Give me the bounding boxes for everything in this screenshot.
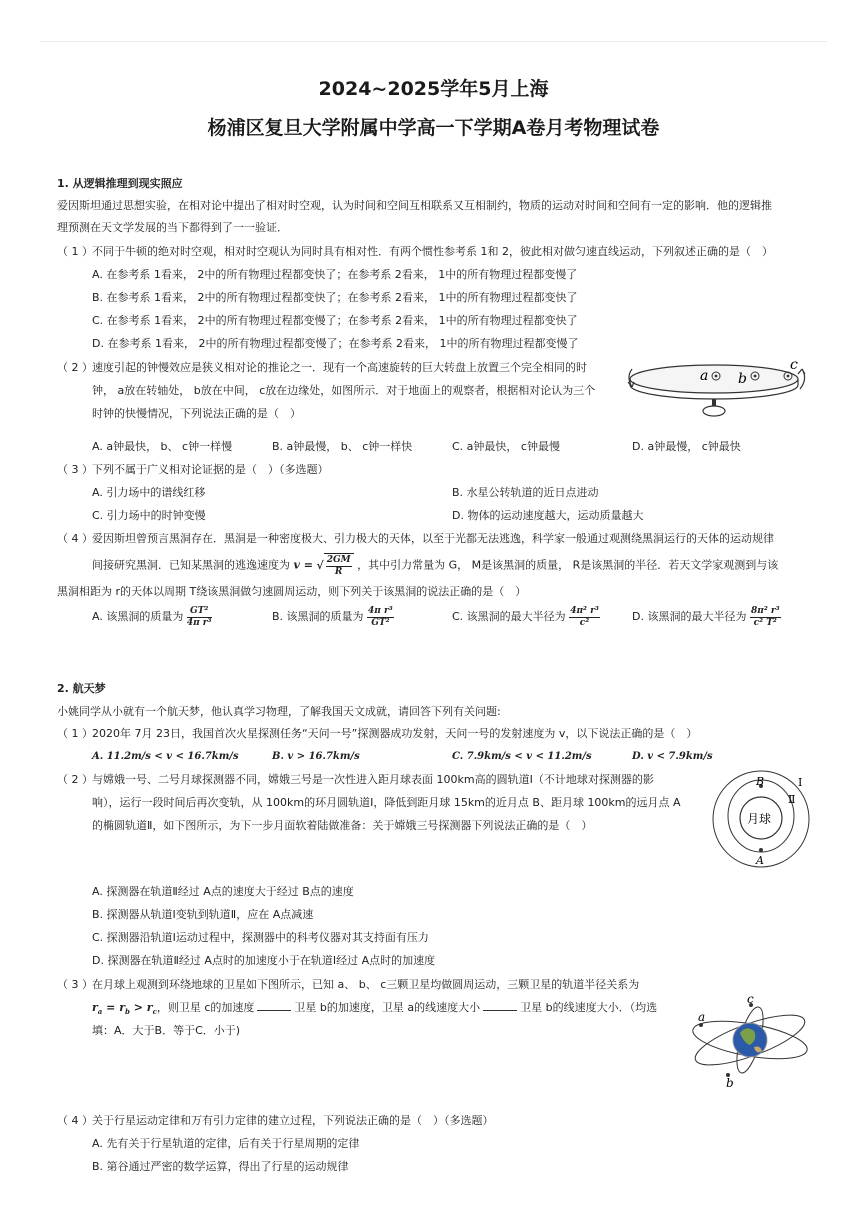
option-d-text: D. 该黑洞的最大半径为 — [632, 610, 747, 623]
top-rule — [40, 41, 827, 42]
title-line-2: 杨浦区复旦大学附属中学高一下学期A卷月考物理试卷 — [207, 117, 660, 139]
turntable-base — [703, 406, 725, 416]
s1-q4-line-2-text-b: ，其中引力常量为 G， M是该黑洞的质量， R是该黑洞的半径．若天文学家观测到与该 — [357, 558, 779, 572]
s2-q2-option-b: B. 探测器从轨道Ⅰ变轨到轨道Ⅱ，应在 A点减速 — [92, 908, 314, 921]
escape-velocity-formula: √ $\frac{2GM}{R}$ — [316, 553, 353, 578]
s1-q1-option-b: B. 在参考系 1看来， 2中的所有物理过程都变快了；在参考系 2看来， 1中的所有物理过程都变快了 — [92, 291, 578, 304]
s2-q2-option-c: C. 探测器沿轨道Ⅰ运动过程中，探测器中的科考仪器对其支持面有压力 — [92, 931, 429, 944]
satellite-a-label: a — [698, 1010, 706, 1024]
s1-q4-number: （ 4 ） — [57, 532, 93, 545]
orbit-ii-label: Ⅱ — [788, 793, 796, 806]
s2-q3-text-c: 卫星 b的加速度，卫星 a的线速度大小 — [294, 1001, 481, 1014]
s2-q3-number: （ 3 ） — [57, 978, 93, 991]
s1-q4-line-2-text-a: 间接研究黑洞．已知某黑洞的逃逸速度为 — [92, 558, 290, 572]
s2-q1-option-a: A. 11.2m/s < v < 16.7km/s — [92, 751, 239, 762]
s1-intro-line-2: 理预测在天文学发展的当下都得到了一一验证． — [57, 221, 288, 234]
s1-q2-number: （ 2 ） — [57, 361, 93, 374]
option-a-denominator: 4π r³ — [186, 617, 212, 628]
s2-q3-text-b: ，则卫星 c的加速度 — [156, 1001, 255, 1014]
section-1-heading: 1. 从逻辑推理到现实照应 — [57, 177, 183, 190]
s1-q4-option-a — [92, 604, 212, 630]
earth-satellites-figure — [688, 995, 818, 1090]
s2-intro: 小姚同学从小就有一个航天梦，他认真学习物理，了解我国天文成就，请回答下列有关问题: — [57, 705, 501, 718]
moon-orbit-figure — [710, 768, 820, 873]
satellite-b-label: b — [726, 1076, 734, 1090]
s1-q4-option-c — [452, 604, 600, 630]
s2-q2-line-2: 响），运行一段时间后再次变轨，从 100km的环月圆轨道Ⅰ，降低到距月球 15km的近月点 B、距月球 100km的远月点 A — [92, 796, 681, 809]
s2-q1-option-c: C. 7.9km/s < v < 11.2m/s — [452, 751, 592, 762]
s1-q1-option-c: C. 在参考系 1看来， 2中的所有物理过程都变慢了；在参考系 2看来， 1中的所有物理过程都变快了 — [92, 314, 578, 327]
s1-q3-option-c: C. 引力场中的时钟变慢 — [92, 509, 206, 522]
s2-q3-line-2 — [92, 1000, 657, 1019]
escape-velocity-lhs: v = — [293, 558, 313, 572]
s2-q2-line-3: 的椭圆轨道Ⅱ，如下图所示，为下一步月面软着陆做准备：关于嫦娥三号探测器下列说法正确的是（ ） — [92, 819, 593, 832]
s2-q4-number: （ 4 ） — [57, 1114, 93, 1127]
s2-q1-stem: 2020年 7月 23日，我国首次火星探测任务“天问一号”探测器成功发射，天问一号的发射速度为 v，以下说法正确的是（ ） — [92, 727, 698, 740]
s1-q4-option-d — [632, 604, 781, 630]
s1-q4-line-3: 黑洞相距为 r的天体以周期 T绕该黑洞做匀速圆周运动，则下列关于该黑洞的说法正确的是（ ） — [57, 585, 527, 598]
s1-q4-option-b — [272, 604, 394, 630]
s2-q3-line-3: 填：A．大于B．等于C．小于) — [92, 1024, 241, 1037]
s1-q2-option-c: C. a钟最快， c钟最慢 — [452, 440, 560, 453]
option-d-denominator: c² T² — [753, 617, 777, 628]
point-b-label: B — [756, 775, 765, 788]
s1-q1-option-a: A. 在参考系 1看来， 2中的所有物理过程都变快了；在参考系 2看来， 1中的所有物理过程都变慢了 — [92, 268, 578, 281]
s1-q3-option-a: A. 引力场中的谱线红移 — [92, 486, 206, 499]
s2-q2-line-1: 与嫦娥一号、二号月球探测器不同，嫦娥三号是一次性进入距月球表面 100km高的圆轨道Ⅰ（不计地球对探测器的影 — [92, 773, 654, 786]
s1-q2-option-a: A. a钟最快， b、 c钟一样慢 — [92, 440, 233, 453]
option-c-numerator: 4π² r³ — [570, 605, 599, 616]
answer-blank-1[interactable] — [257, 1000, 291, 1011]
label-c: c — [790, 357, 798, 373]
s1-q3-number: （ 3 ） — [57, 463, 93, 476]
answer-blank-2[interactable] — [483, 1000, 517, 1011]
point-a-label: A — [756, 854, 764, 867]
s2-q3-text-d: 卫星 b的线速度大小．（均选 — [520, 1001, 658, 1014]
option-d-numerator: 8π² r³ — [750, 605, 780, 616]
radius-relation: $r_a = r_b > r_c$ — [92, 1001, 157, 1017]
s2-q2-option-a: A. 探测器在轨道Ⅱ经过 A点的速度大于经过 B点的速度 — [92, 885, 354, 898]
s2-q3-line-1: 在月球上观测到环绕地球的卫星如下图所示，已知 a、 b、 c三颗卫星均做圆周运动，三颗卫星的轨道半径关系为 — [92, 978, 640, 991]
label-a: a — [700, 368, 709, 384]
s1-q3-option-d: D. 物体的运动速度越大，运动质量越大 — [452, 509, 644, 522]
s1-q1-stem: 不同于牛顿的绝对时空观，相对时空观认为同时具有相对性．有两个惯性参考系 1和 2，彼此相对做匀速直线运动，下列叙述正确的是（ ） — [92, 245, 773, 258]
title-line-1: 2024~2025学年5月上海 — [318, 78, 549, 100]
option-c-text: C. 该黑洞的最大半径为 — [452, 610, 566, 623]
option-b-denominator: GT² — [371, 617, 390, 628]
s2-q1-option-d: D. v < 7.9km/s — [632, 751, 713, 762]
satellite-c-label: c — [747, 995, 754, 1006]
option-b-numerator: 4π r³ — [368, 605, 393, 616]
s2-q1-number: （ 1 ） — [57, 727, 93, 740]
s1-intro-line-1: 爱因斯坦通过思想实验，在相对论中提出了相对时空观，认为时间和空间互相联系又互相制约，物质的运动对时间和空间有一定的影响．他的逻辑推 — [57, 199, 772, 212]
s1-q4-line-2 — [92, 553, 778, 578]
moon-label: 月球 — [747, 812, 772, 826]
s1-q2-option-d: D. a钟最慢， c钟最快 — [632, 440, 741, 453]
s1-q3-stem: 下列不属于广义相对论证据的是（ ）（多选题） — [92, 463, 329, 476]
s1-q2-line-1: 速度引起的钟慢效应是狭义相对论的推论之一．现有一个高速旋转的巨大转盘上放置三个完全相同的时 — [92, 361, 587, 374]
s2-q4-stem: 关于行星运动定律和万有引力定律的建立过程，下列说法正确的是（ ）（多选题） — [92, 1114, 494, 1127]
s1-q3-option-b: B. 水星公转轨道的近日点进动 — [452, 486, 599, 499]
s1-q2-line-2: 钟， a放在转轴处， b放在中间， c放在边缘处，如图所示．对于地面上的观察者，根据相对论认为三个 — [92, 384, 596, 397]
s2-q4-option-b: B. 第谷通过严密的数学运算，得出了行星的运动规律 — [92, 1160, 349, 1173]
option-a-numerator: GT² — [187, 606, 212, 618]
s2-q2-number: （ 2 ） — [57, 773, 93, 786]
s1-q2-line-3: 时钟的快慢情况，下列说法正确的是（ ） — [92, 407, 301, 420]
orbit-i-label: Ⅰ — [798, 776, 803, 789]
s2-q1-option-b: B. v > 16.7km/s — [272, 751, 360, 762]
s1-q2-option-b: B. a钟最慢， b、 c钟一样快 — [272, 440, 413, 453]
s2-q2-option-d: D. 探测器在轨道Ⅱ经过 A点时的加速度小于在轨道Ⅰ经过 A点时的加速度 — [92, 954, 436, 967]
section-2-heading: 2. 航天梦 — [57, 682, 106, 695]
s1-q1-option-d: D. 在参考系 1看来， 2中的所有物理过程都变慢了；在参考系 2看来， 1中的所有物理过程都变慢了 — [92, 337, 579, 350]
escape-numerator: 2GM — [326, 554, 351, 565]
turntable-figure — [622, 355, 812, 427]
escape-denominator: R — [334, 566, 343, 577]
s1-q1-number: （ 1 ） — [57, 245, 93, 258]
option-b-text: B. 该黑洞的质量为 — [272, 610, 364, 623]
label-b: b — [738, 371, 747, 387]
option-a-text: A. 该黑洞的质量为 — [92, 610, 184, 623]
s1-q4-line-1: 爱因斯坦曾预言黑洞存在．黑洞是一种密度极大、引力极大的天体，以至于光都无法逃逸，科学家一般通过观测绕黑洞运行的天体的运动规律 — [92, 532, 774, 545]
option-c-denominator: c² — [579, 617, 590, 628]
s2-q4-option-a: A. 先有关于行星轨道的定律，后有关于行星周期的定律 — [92, 1137, 360, 1150]
